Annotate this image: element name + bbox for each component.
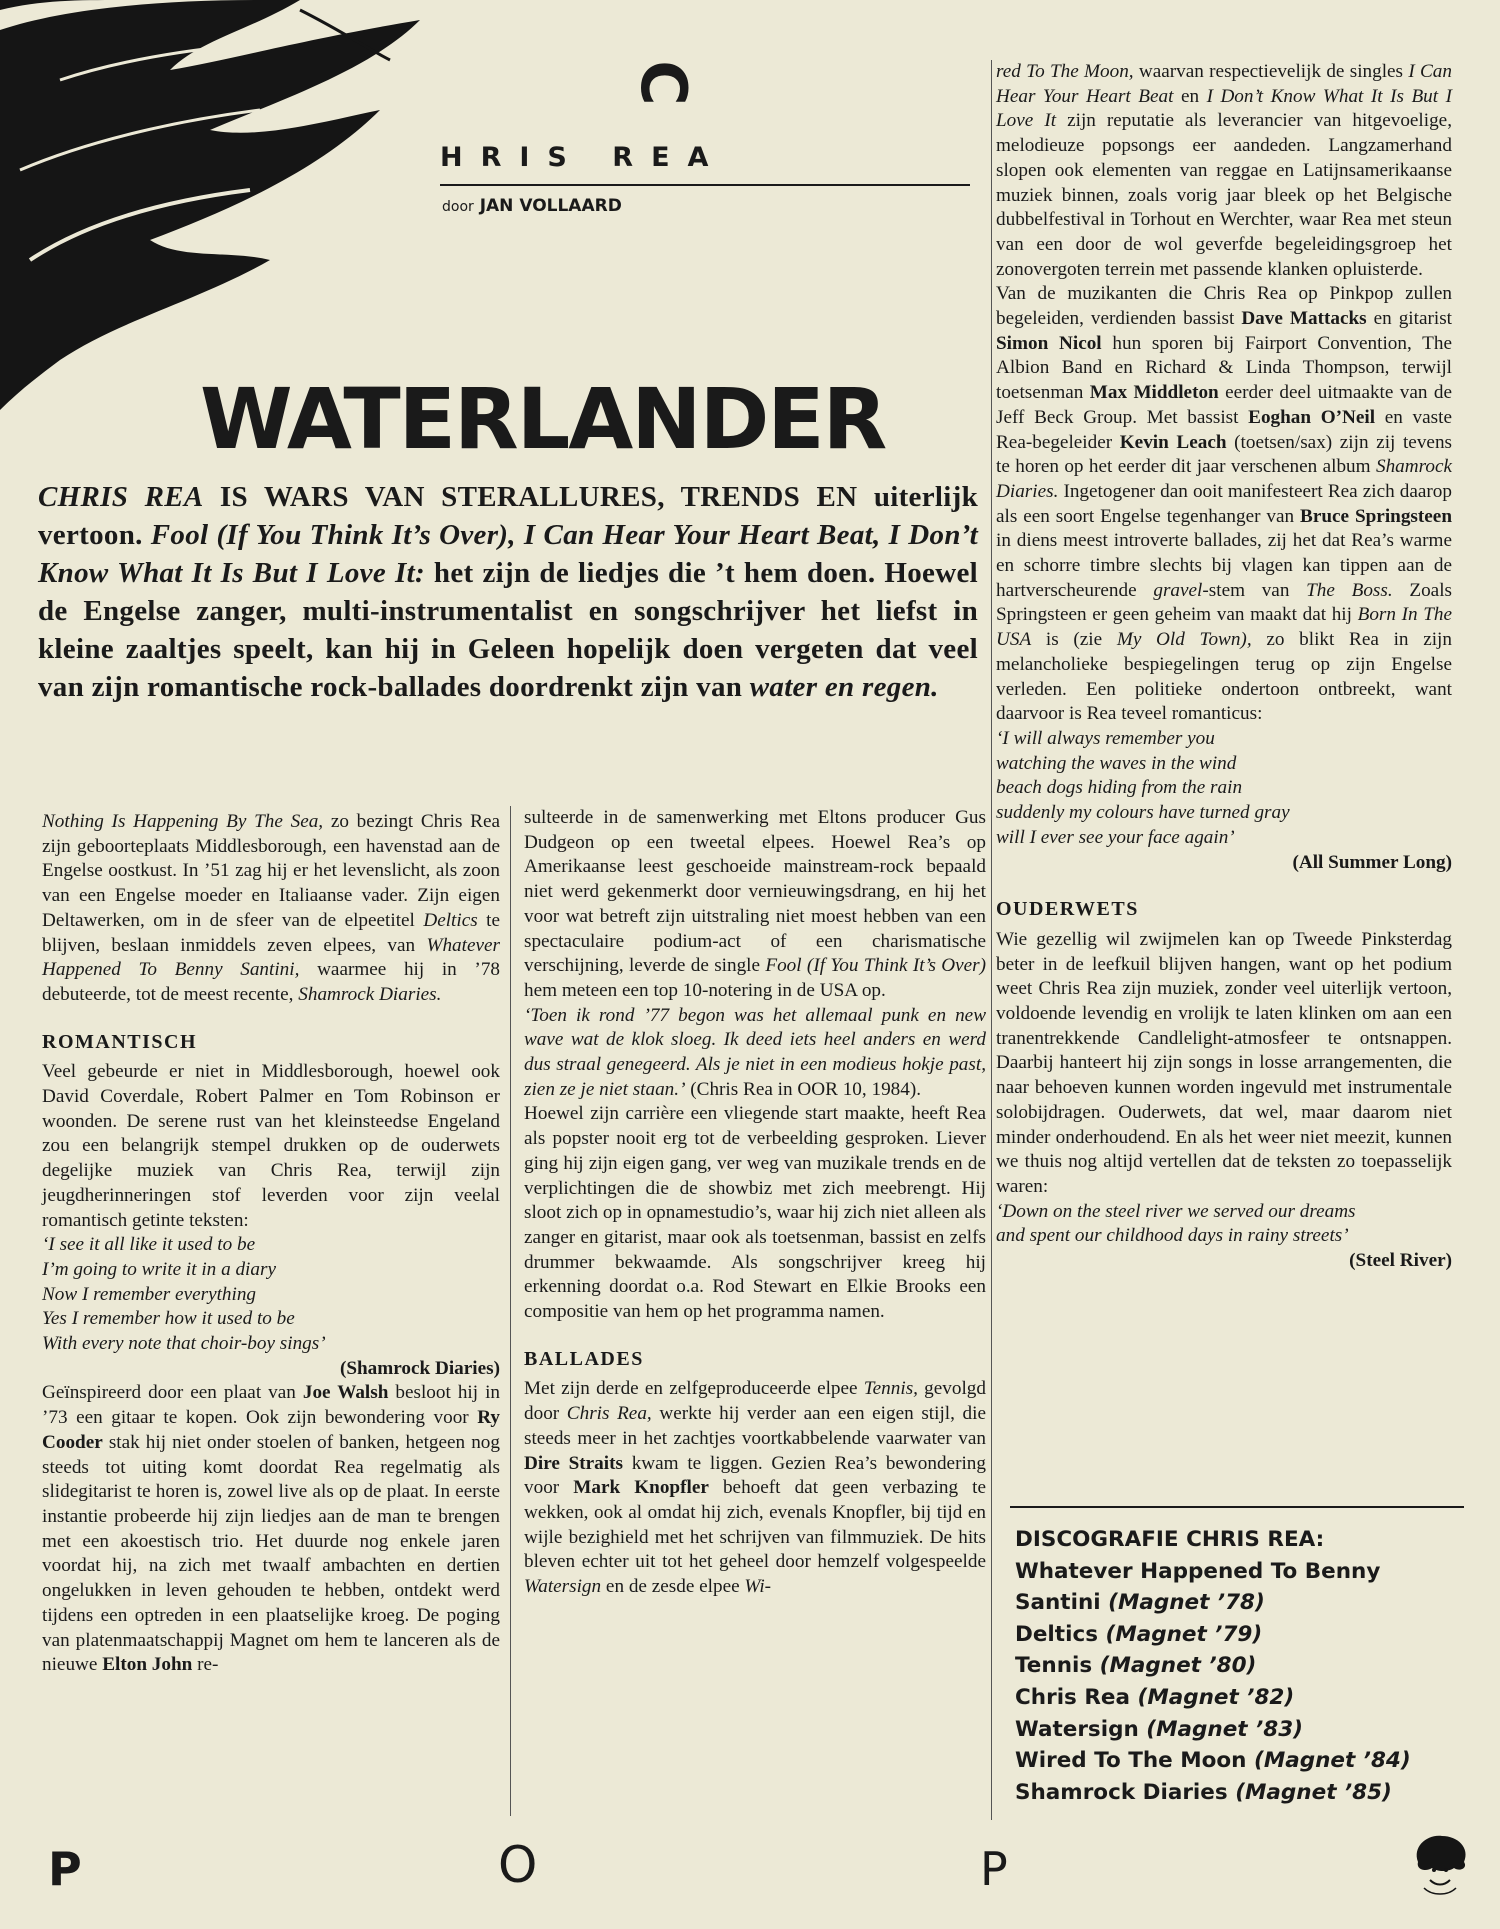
text: besloot hij in ’73 een gitaar te kopen. Ook zijn bewondering voor (42, 1382, 500, 1429)
lead-songs: Fool (If You Think It’s Over), I Can Hear Your Heart Beat, I Don’t Know What It Is But I Love It: (38, 519, 979, 589)
lead-paragraph (38, 478, 978, 706)
song-title: Fool (If You Think It’s Over) (765, 955, 986, 977)
album-title: Shamrock Diaries. (996, 456, 1452, 502)
text: -stem van (1202, 579, 1307, 601)
byline-author: JAN VOLLAARD (479, 196, 622, 216)
album-label: (Magnet ’83) (1146, 1716, 1303, 1742)
paragraph (524, 806, 986, 1004)
album-title: Whatever Happened To Benny Santini, (42, 934, 500, 981)
lyric-line: will I ever see your face again’ (996, 826, 1235, 848)
album-label: (Magnet ’80) (1099, 1653, 1257, 1679)
text: stak hij niet onder stoelen of banken, hetgeen nog steeds tot uiting komt doordat Rea regelmatig als slidegitarist te horen is, zowel live als op de plaat. In eerste instantie probeerde hij zijn liedjes aan de man te brengen met een akoestisch trio. Het duurde nog enkele jaren voordat hij, na zich met twaalf ambachten en dertien ongelukken in leven gehouden te hebben, ontdekt werd tijdens een optreden in een plaatselijke kroeg. De poging van platenmaatschappij Magnet om hem te lanceren als de nieuwe (42, 1431, 500, 1676)
lyric-attribution: (All Summer Long) (1292, 851, 1452, 873)
text: sulteerde in de samenwerking met Eltons producer Gus Dudgeon op een tweetal elpees. Hoewel Rea’s op Amerikaanse leest geschoeide mainstream-rock bepaald niet werd gekenmerkt door vernieuwingsdrang, en hij het voor wat betreft zijn uitstraling niet moest hebben van een spectaculaire podium-act of een charismatische verschijning, leverde de single (524, 807, 986, 977)
discography-item (1015, 1777, 1465, 1809)
album-title: Wired To The Moon (1015, 1748, 1247, 1774)
album-title: Born In The USA (996, 604, 1453, 651)
artist-heading: HRIS REA (440, 142, 727, 173)
article-column-3 (996, 60, 1452, 1274)
caricature-logo-icon (1408, 1832, 1472, 1902)
footer-letter-o: O (498, 1836, 538, 1894)
text: en vaste Rea-begeleider (996, 406, 1452, 453)
nickname: The Boss. (1306, 579, 1393, 601)
album-title: Chris Rea, (566, 1403, 652, 1425)
discography-item (1015, 1619, 1465, 1651)
artist-name: Bruce Springsteen (1300, 505, 1452, 527)
album-title: Shamrock Diaries. (298, 983, 442, 1005)
text: hem meteen een top 10-notering in de USA op. (524, 979, 886, 1001)
article-title: WATERLANDER (200, 370, 886, 468)
text: Van de muzikanten die Chris Rea op Pinkpop zullen begeleiden, verdienden bassist (996, 283, 1452, 330)
text: Met zijn derde en zelfgeproduceerde elpee (524, 1378, 864, 1400)
article-column-1 (42, 810, 500, 1678)
artist-name: Ry Cooder (42, 1407, 500, 1453)
musician-name: Eoghan O’Neil (1248, 406, 1376, 428)
text: waarvan respectievelijk de singles (1133, 61, 1409, 82)
discography-item (1015, 1745, 1465, 1777)
text: re- (192, 1654, 219, 1676)
artist-name: Elton John (102, 1654, 193, 1676)
lyric-line: and spent our childhood days in rainy streets’ (996, 1225, 1349, 1247)
text: te blijven, beslaan inmiddels zeven elpees, van (42, 909, 500, 956)
paragraph (524, 1377, 986, 1599)
section-heading-ballades: BALLADES (524, 1347, 644, 1370)
lyric-line: Now I remember everything (42, 1283, 257, 1305)
article-column-2 (524, 806, 986, 1600)
lyric-line: Yes I remember how it used to be (42, 1308, 295, 1330)
text: zo blikt Rea in zijn melancholieke bespiegelingen terug op zijn Engelse verleden. Een politieke ondertoon ontbreekt, want daarvoor is Rea teveel romanticus: (996, 629, 1452, 725)
byline (442, 196, 622, 216)
footer-letter-p: P (980, 1842, 1008, 1896)
artist-name: Joe Walsh (302, 1382, 389, 1404)
lyric-quote (996, 1200, 1452, 1249)
section-heading-romantisch: ROMANTISCH (42, 1030, 198, 1053)
paragraph (42, 1381, 500, 1677)
album-title: Tennis, (863, 1378, 918, 1400)
paragraph (996, 282, 1452, 727)
text: Geïnspireerd door een plaat van (42, 1382, 303, 1404)
album-title: Watersign (524, 1576, 602, 1598)
album-title: Deltics (1015, 1621, 1098, 1647)
album-title: Shamrock Diaries (1015, 1779, 1228, 1805)
emphasis: gravel (1153, 579, 1203, 601)
text: gevolgd door (524, 1378, 986, 1425)
album-label: (Magnet ’85) (1235, 1779, 1392, 1805)
album-title: Tennis (1015, 1653, 1093, 1679)
discography-box (1015, 1524, 1465, 1808)
album-title: Watersign (1015, 1716, 1139, 1742)
lyric-line: ‘I will always remember you (996, 727, 1215, 749)
text: in diens meest introverte ballades, zij het dat Rea’s warme en schorre timbre slechts bij vlagen kan tippen aan de hartverscheurende (996, 530, 1452, 601)
album-label: (Magnet ’84) (1254, 1748, 1411, 1774)
text: behoeft dat geen verbazing te wekken, ook al omdat hij zich, evenals Knopfler, bij tijd en wijle bezighield met het schrijven van filmmuziek. De hits bleven echter uit tot het geheel door hemzelf volgespeelde (524, 1477, 987, 1573)
lyric-line: With every note that choir-boy sings’ (42, 1333, 326, 1355)
text: eerder deel uitmaakte van de Jeff Beck Group. Met bassist (996, 382, 1452, 428)
text: en gitarist (1366, 308, 1453, 330)
lyric-quote (42, 1233, 500, 1357)
discography-heading: DISCOGRAFIE CHRIS REA: (1015, 1527, 1325, 1552)
lyric-quote (996, 727, 1452, 851)
album-label: (Magnet ’79) (1105, 1621, 1263, 1647)
lyric-line: ‘Down on the steel river we served our dreams (996, 1200, 1356, 1222)
text: zijn reputatie als leverancier van hitgevoelige, melodieuze popsongs eer aandeden. Langzamerhand slopen ook elementen van reggae en Latijnsamerikaanse muziek binnen, zoals vorig jaar bleek op het Belgische dubbelfestival in Torhout en Werchter, waar Rea met steun van een door de wol geverfde begeleidingsgroep het zonovergoten terrein met passende klanken opluisterde. (996, 110, 1452, 280)
paragraph (996, 60, 1452, 282)
lead-text-1: IS WARS VAN STERALLURES, TRENDS EN uiterlijk vertoon. (38, 481, 979, 551)
lyric-line: watching the waves in the wind (996, 752, 1237, 774)
quote-source: (Chris Rea in OOR 10, 1984). (685, 1078, 922, 1100)
paragraph: Veel gebeurde er niet in Middlesborough, hoewel ook David Coverdale, Robert Palmer en Tom Robinson er woonden. De serene rust van het kleinsteedse Engeland zou een belangrijk stempel drukken op de ouderwets degelijke muziek van Chris Rea, terwijl zijn jeugdherinneringen stof leverden voor zijn veelal romantisch getinte teksten: (42, 1061, 500, 1231)
quote-text: ‘Toen ik rond ’77 begon was het allemaal punk en new wave wat de klok sloeg. Ik deed iets heel anders en werd dus straal genegeerd. Als je niet in een modieus hokje past, zien ze je niet staan.’ (524, 1004, 986, 1100)
lyric-attribution: (Shamrock Diaries) (339, 1357, 500, 1379)
paragraph: Wie gezellig wil zwijmelen kan op Tweede Pinksterdag beter in de leefkuil blijven hangen, want op het podium weet Chris Rea zijn muziek, zonder veel uiterlijk vertoon, voldoende levendig en vrolijk te laten klinken om aan een tranentrekkende Candlelight-atmosfeer te ontsnappen. Daarbij hanteert hij zijn songs in losse arrangementen, die naar behoeven kunnen worden ingevuld met instrumentale solobijdragen. Ouderwets, dat wel, maar daarom niet minder onderhoudend. En als het weer niet meezit, kunnen we thuis nog altijd vertellen dat de teksten zo toepasselijk waren: (996, 928, 1452, 1197)
album-title: Deltics (423, 909, 478, 931)
lyric-line: ‘I see it all like it used to be (42, 1234, 256, 1256)
artist-name: Dire Straits (524, 1452, 623, 1474)
interview-quote (524, 1004, 986, 1103)
musician-name: Kevin Leach (1119, 431, 1227, 453)
text: waarmee hij in ’78 debuteerde, tot de meest recente, (42, 959, 501, 1005)
lead-artist: CHRIS REA (38, 481, 204, 513)
drop-initial-c: C (626, 60, 700, 106)
discography-item (1015, 1650, 1465, 1682)
text: (toetsen/sax) zijn zij tevens te horen op het eerder dit jaar verschenen album (996, 431, 1452, 478)
text: hun sporen bij Fairport Convention, The Albion Band en Richard & Linda Thompson, terwijl toetsenman (996, 332, 1452, 404)
album-title: Whatever Happened To Benny Santini (1015, 1558, 1381, 1616)
song-title: My Old Town), (1116, 629, 1252, 651)
lyric-line: suddenly my colours have turned gray (996, 802, 1290, 824)
album-label: (Magnet ’78) (1108, 1590, 1265, 1616)
column-divider (991, 60, 992, 1820)
lyric-line: I’m going to write it in a diary (42, 1258, 276, 1280)
section-heading-ouderwets: OUDERWETS (996, 898, 1139, 921)
artist-name: Mark Knopfler (573, 1477, 709, 1499)
lead-text-2: het zijn de liedjes die ’t hem doen. Hoewel de Engelse zanger, multi-instrumentalist en songschrijver het liefst in kleine zaaltjes speelt, kan hij in Geleen hopelijk doen vergeten dat veel van zijn romantische rock-ballades doordrenkt zijn van (38, 557, 978, 703)
musician-name: Dave Mattacks (1241, 308, 1367, 330)
text: zo bezingt Chris Rea zijn geboorteplaats Middlesborough, een havenstad aan de Engelse oostkust. In ’51 zag hij er het levenslicht, als zoon van een Engelse moeder en Italiaanse vader. Zijn eigen Deltawerken, om in de sfeer van de elpeetitel (42, 811, 501, 931)
album-title: red To The Moon, (996, 61, 1134, 82)
song-title: I Can Hear Your Heart Beat (996, 61, 1452, 107)
musician-name: Max Middleton (1089, 382, 1219, 404)
song-title: I Don’t Know What It Is But I Love It (996, 85, 1452, 132)
song-title: Nothing Is Happening By The Sea, (42, 811, 324, 832)
text: kwam te liggen. Gezien Rea’s bewondering voor (524, 1452, 986, 1499)
discography-rule (1010, 1506, 1464, 1508)
lyric-line: beach dogs hiding from the rain (996, 777, 1243, 799)
text: Zoals Springsteen er geen geheim van maakt dat hij (996, 579, 1452, 626)
brush-stroke-artwork (0, 0, 470, 420)
discography-item (1015, 1682, 1465, 1714)
text: is (zie (1031, 629, 1117, 651)
album-title: Chris Rea (1015, 1684, 1130, 1710)
footer-letter-p: P (48, 1842, 82, 1896)
discography-item (1015, 1714, 1465, 1746)
text: Ingetogener dan ooit manifesteert Rea zich daarop als een soort Engelse tegenhanger van (996, 480, 1452, 527)
album-label: (Magnet ’82) (1137, 1684, 1295, 1710)
paragraph: Hoewel zijn carrière een vliegende start maakte, heeft Rea als popster nooit erg tot de verbeelding gesproken. Liever ging hij zijn eigen gang, ver weg van muzikale trends en de verplichtingen die de showbiz met zich meebrengt. Hij sloot zich op in opnamestudio’s, waar hij zich niet alleen als zanger en gitarist, maar ook als toetsenman, bassist en zelfs drummer bekwaamde. Als songschrijver kreeg hij erkenning doordat o.a. Rod Stewart en Elkie Brooks een compositie van hem op het programma namen. (524, 1103, 986, 1323)
album-title: Wi- (744, 1576, 772, 1598)
musician-name: Simon Nicol (996, 332, 1102, 354)
paragraph (42, 810, 500, 1008)
header-rule (440, 184, 970, 186)
byline-prefix: door (442, 199, 474, 215)
lyric-attribution: (Steel River) (1349, 1250, 1452, 1272)
text: en (1173, 85, 1207, 107)
column-divider (510, 806, 511, 1816)
lead-emphasis: water en regen. (749, 671, 939, 703)
text: werkte hij verder aan een eigen stijl, die steeds meer in het zachtjes voortkabbelende vaarwater van (524, 1403, 986, 1449)
discography-item (1015, 1556, 1465, 1619)
text: en de zesde elpee (601, 1576, 745, 1598)
